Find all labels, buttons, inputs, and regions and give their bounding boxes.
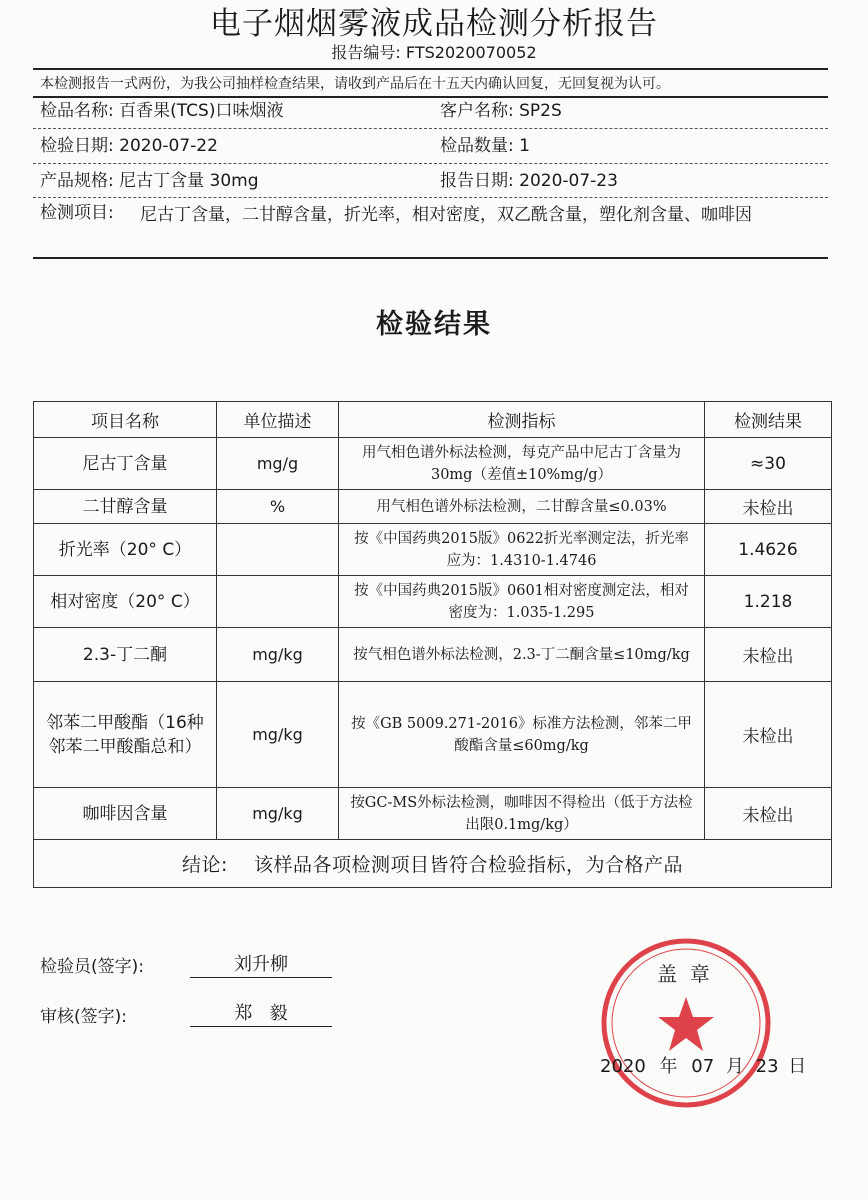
test-date-field bbox=[40, 134, 218, 158]
sample-name-field bbox=[40, 99, 283, 123]
spec-label: 产品规格: bbox=[40, 171, 114, 191]
stamp-label: 盖 章 bbox=[657, 962, 710, 986]
report-title: 电子烟烟雾液成品检测分析报告 bbox=[210, 6, 658, 42]
row-item-name: 二甘醇含量 bbox=[34, 490, 217, 524]
row-unit: mg/kg bbox=[217, 788, 339, 840]
client-field bbox=[440, 99, 562, 123]
test-date-value: 2020-07-22 bbox=[119, 136, 218, 156]
inspector-signature: 刘升柳 bbox=[190, 953, 332, 978]
table-row bbox=[34, 788, 832, 840]
signature-date bbox=[600, 1055, 806, 1079]
header-item-name: 项目名称 bbox=[34, 402, 217, 438]
row-indicator: 按《GB 5009.271-2016》标准方法检测，邻苯二甲酸酯含量≤60mg/kg bbox=[339, 682, 705, 788]
date-day: 23 bbox=[755, 1056, 779, 1077]
row-result: ≈30 bbox=[705, 438, 832, 490]
header-indicator: 检测指标 bbox=[339, 402, 705, 438]
row-indicator: 用气相色谱外标法检测，二甘醇含量≤0.03% bbox=[339, 490, 705, 524]
report-date-field bbox=[440, 169, 618, 193]
notice-text: 本检测报告一式两份，为我公司抽样检查结果，请收到产品后在十五天内确认回复，无回复视为认可。 bbox=[40, 76, 670, 92]
row-item-name: 尼古丁含量 bbox=[34, 438, 217, 490]
date-year: 2020 bbox=[600, 1056, 646, 1077]
info-bottom-divider bbox=[33, 257, 828, 259]
sample-name-value: 百香果(TCS)口味烟液 bbox=[119, 101, 284, 121]
row-item-name: 相对密度（20° C） bbox=[34, 576, 217, 628]
client-value: SP2S bbox=[519, 101, 562, 121]
info-divider-2 bbox=[33, 163, 828, 164]
row-item-name: 2.3-丁二酮 bbox=[34, 628, 217, 682]
row-unit: mg/g bbox=[217, 438, 339, 490]
row-item-name: 咖啡因含量 bbox=[34, 788, 217, 840]
table-row bbox=[34, 438, 832, 490]
report-date-label: 报告日期: bbox=[440, 171, 514, 191]
spec-field bbox=[40, 169, 259, 193]
table-row bbox=[34, 490, 832, 524]
header-unit: 单位描述 bbox=[217, 402, 339, 438]
report-number-label: 报告编号: bbox=[331, 43, 401, 62]
row-indicator: 按《中国药典2015版》0622折光率测定法，折光率应为：1.4310-1.4746 bbox=[339, 524, 705, 576]
table-row bbox=[34, 524, 832, 576]
conclusion-label: 结论: bbox=[182, 854, 228, 876]
results-table bbox=[33, 401, 832, 888]
row-result: 未检出 bbox=[705, 628, 832, 682]
report-date-value: 2020-07-23 bbox=[519, 171, 618, 191]
header-result: 检测结果 bbox=[705, 402, 832, 438]
table-header-row bbox=[34, 402, 832, 438]
info-divider-3 bbox=[33, 197, 828, 198]
test-date-label: 检验日期: bbox=[40, 136, 114, 156]
reviewer-label: 审核(签字): bbox=[40, 1007, 127, 1027]
conclusion-text: 该样品各项检测项目皆符合检验指标，为合格产品 bbox=[253, 854, 683, 876]
table-row bbox=[34, 576, 832, 628]
info-divider-1 bbox=[33, 128, 828, 129]
date-month: 07 bbox=[691, 1056, 715, 1077]
report-number bbox=[0, 42, 868, 64]
row-result: 未检出 bbox=[705, 788, 832, 840]
row-indicator: 按《中国药典2015版》0601相对密度测定法，相对密度为：1.035-1.295 bbox=[339, 576, 705, 628]
sample-name-label: 检品名称: bbox=[40, 101, 114, 121]
report-number-value: FTS2020070052 bbox=[405, 43, 537, 62]
row-unit: % bbox=[217, 490, 339, 524]
date-day-unit: 日 bbox=[788, 1056, 807, 1077]
date-month-unit: 月 bbox=[725, 1056, 744, 1077]
table-row bbox=[34, 682, 832, 788]
date-year-unit: 年 bbox=[659, 1056, 678, 1077]
table-row bbox=[34, 628, 832, 682]
row-item-name: 邻苯二甲酸酯（16种邻苯二甲酸酯总和） bbox=[34, 682, 217, 788]
row-item-name: 折光率（20° C） bbox=[34, 524, 217, 576]
row-indicator: 按气相色谱外标法检测，2.3-丁二酮含量≤10mg/kg bbox=[339, 628, 705, 682]
quantity-field bbox=[440, 134, 530, 158]
notice-divider bbox=[33, 96, 828, 98]
reviewer-signature: 郑 毅 bbox=[190, 1002, 332, 1027]
row-result: 未检出 bbox=[705, 682, 832, 788]
quantity-value: 1 bbox=[519, 136, 530, 156]
row-result: 1.4626 bbox=[705, 524, 832, 576]
quantity-label: 检品数量: bbox=[440, 136, 514, 156]
header-divider bbox=[33, 68, 828, 70]
section-title: 检验结果 bbox=[376, 309, 492, 340]
row-result: 1.218 bbox=[705, 576, 832, 628]
test-items-value: 尼古丁含量，二甘醇含量，折光率，相对密度，双乙酰含量，塑化剂含量、咖啡因 bbox=[140, 205, 752, 225]
conclusion-cell bbox=[34, 840, 832, 888]
row-unit bbox=[217, 576, 339, 628]
inspector-label: 检验员(签字): bbox=[40, 957, 144, 977]
conclusion-row bbox=[34, 840, 832, 888]
client-label: 客户名称: bbox=[440, 101, 514, 121]
row-indicator: 用气相色谱外标法检测，每克产品中尼古丁含量为30mg（差值±10%mg/g） bbox=[339, 438, 705, 490]
row-unit: mg/kg bbox=[217, 682, 339, 788]
spec-value: 尼古丁含量 30mg bbox=[119, 171, 259, 191]
row-unit bbox=[217, 524, 339, 576]
test-items-label: 检测项目: bbox=[40, 203, 114, 223]
row-indicator: 按GC-MS外标法检测，咖啡因不得检出（低于方法检出限0.1mg/kg） bbox=[339, 788, 705, 840]
row-unit: mg/kg bbox=[217, 628, 339, 682]
row-result: 未检出 bbox=[705, 490, 832, 524]
